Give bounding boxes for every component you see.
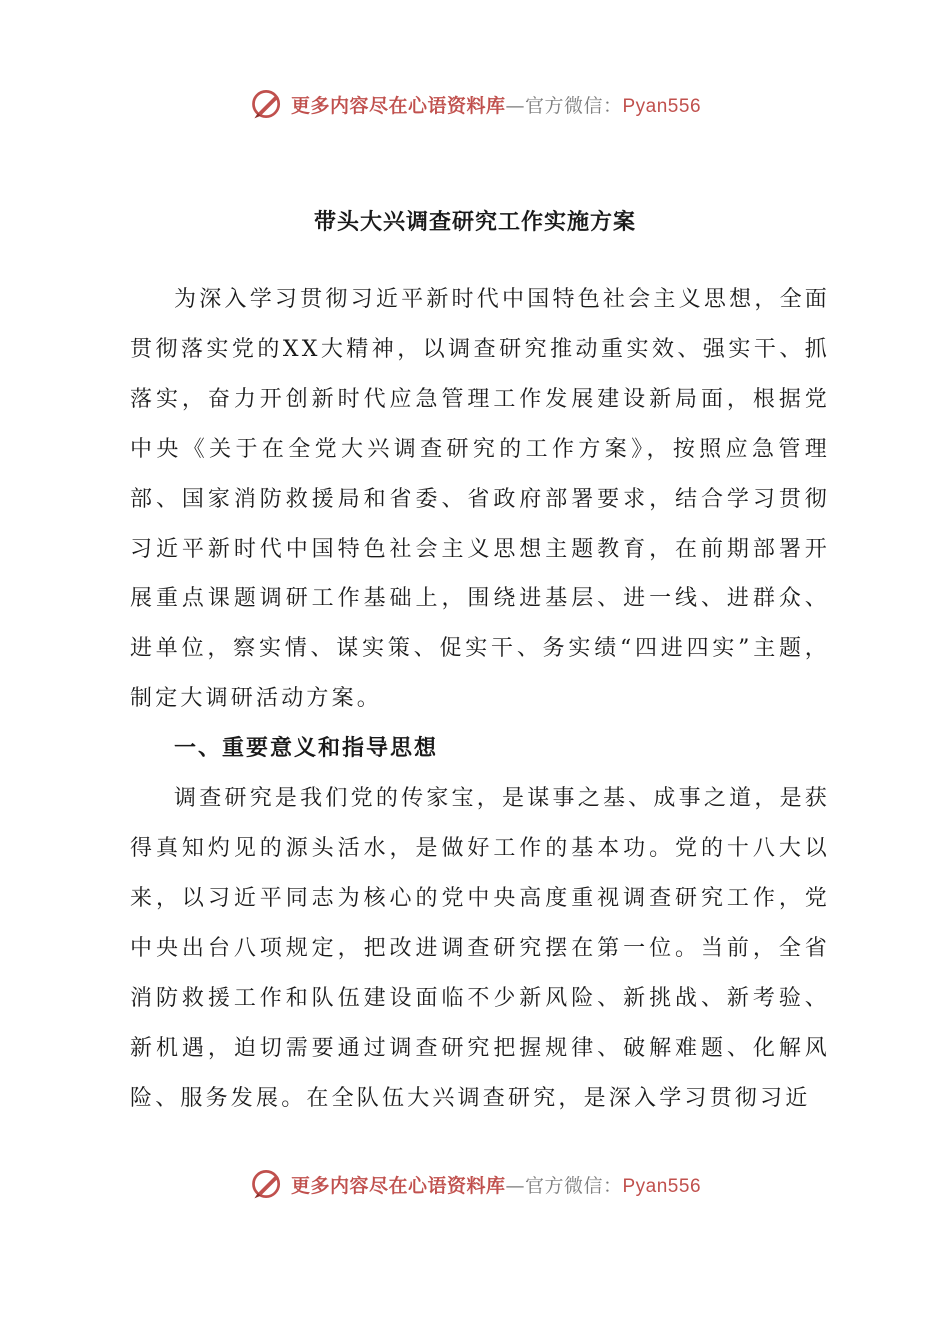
watermark-dash: — — [505, 94, 525, 117]
watermark-text — [291, 1171, 701, 1198]
section-1-paragraph: 调查研究是我们党的传家宝，是谋事之基、成事之道，是获得真知灼见的源头活水，是做好工作的基本功。党的十八大以来，以习近平同志为核心的党中央高度重视调查研究工作，党中央出台八项规定，把改进调查研究摆在第一位。当前，全省消防救援工作和队伍建设面临不少新风险、新挑战、新考验、新机遇，迫切需要通过调查研究把握规律、破解难题、化解风险、服务发展。在全队伍大兴调查研究，是深入学习贯彻习近 — [130, 786, 830, 1111]
pen-logo-icon — [249, 1166, 285, 1202]
watermark-wechat-id: Pyan556 — [622, 1175, 702, 1197]
footer-watermark-banner — [0, 1162, 950, 1206]
watermark-wechat-label: 官方微信： — [524, 94, 623, 117]
watermark-wechat-label: 官方微信： — [524, 1174, 623, 1197]
intro-paragraph: 为深入学习贯彻习近平新时代中国特色社会主义思想，全面贯彻落实党的XX大精神，以调查研究推动重实效、强实干、抓落实，奋力开创新时代应急管理工作发展建设新局面，根据党中央《关于在全党大兴调查研究的工作方案》，按照应急管理部、国家消防救援局和省委、省政府部署要求，结合学习贯彻习近平新时代中国特色社会主义思想主题教育，在前期部署开展重点课题调研工作基础上，围绕进基层、进一线、进群众、进单位，察实情、谋实策、促实干、务实绩“四进四实”主题，制定大调研活动方案。 — [130, 287, 830, 712]
watermark-wechat-id: Pyan556 — [622, 95, 702, 117]
watermark-site-text: 更多内容尽在心语资料库 — [290, 94, 506, 117]
watermark-dash: — — [505, 1174, 525, 1197]
header-watermark-banner — [0, 82, 950, 126]
section-heading-1: 一、重要意义和指导思想 — [174, 736, 439, 762]
document-title: 带头大兴调查研究工作实施方案 — [313, 210, 636, 235]
watermark-site-text: 更多内容尽在心语资料库 — [290, 1174, 506, 1197]
watermark-text — [291, 91, 701, 118]
document-body — [130, 275, 830, 1123]
pen-logo-icon — [249, 86, 285, 122]
